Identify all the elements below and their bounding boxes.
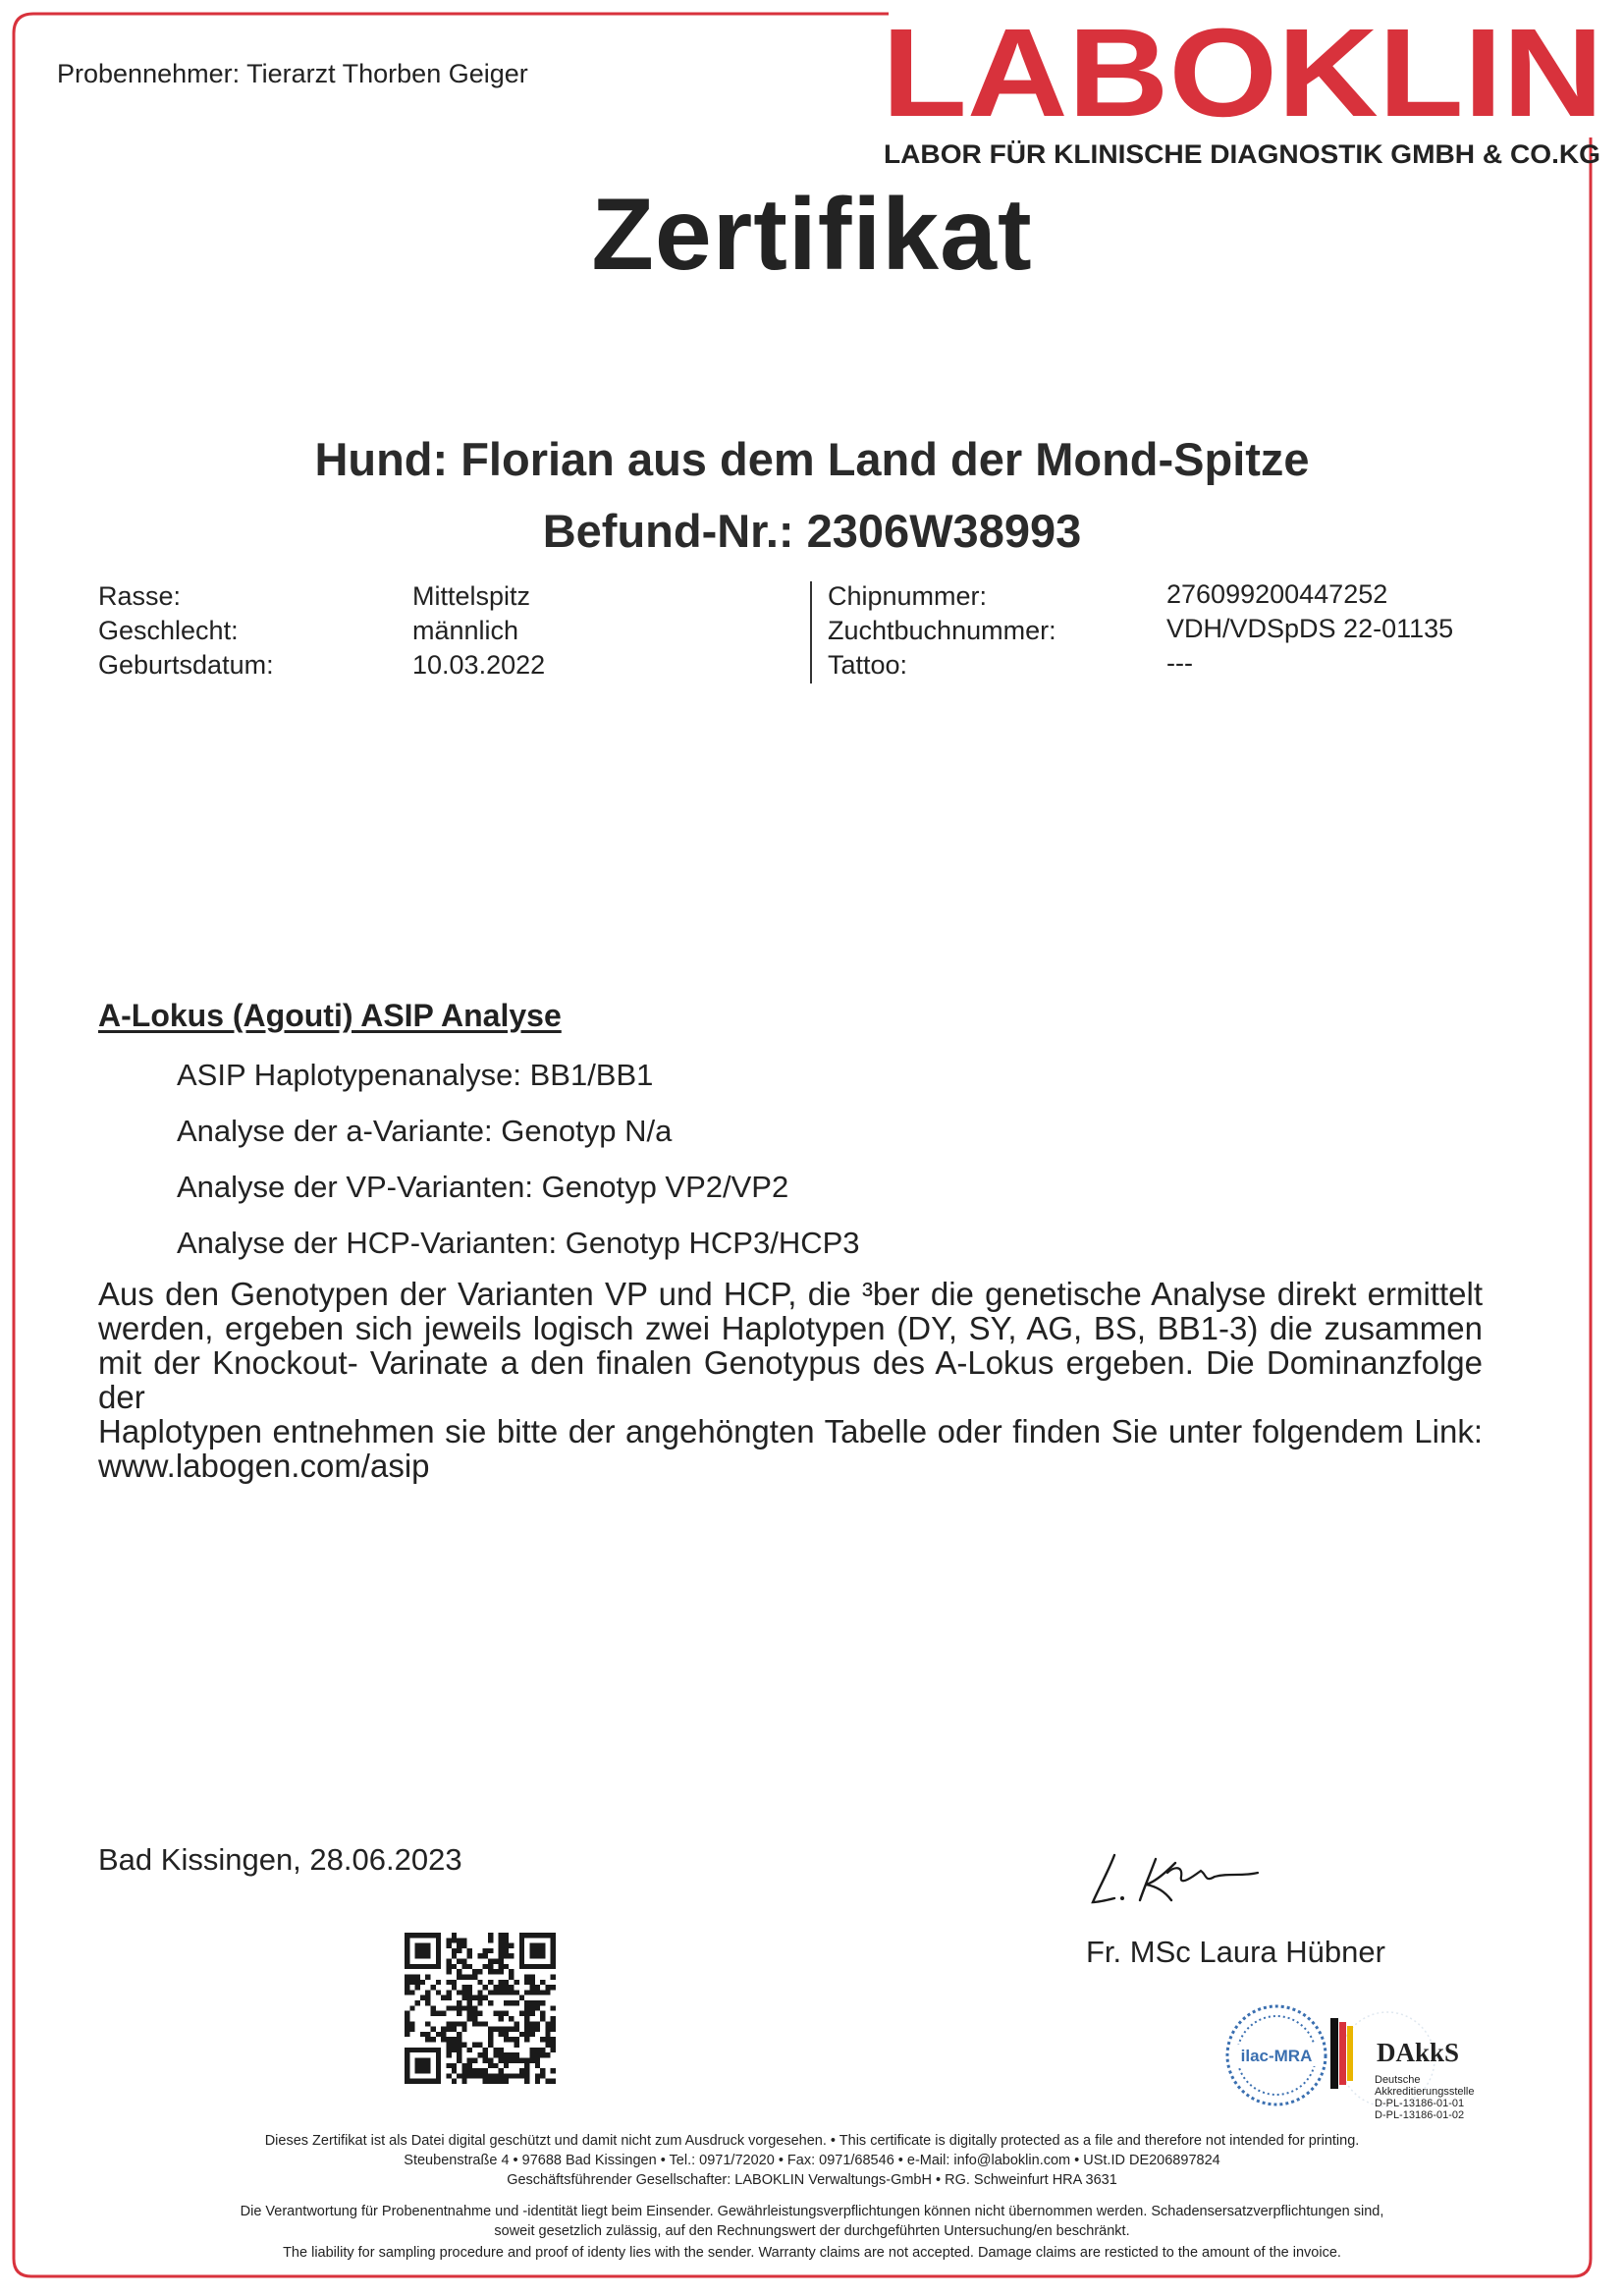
signature — [1085, 1841, 1281, 1920]
svg-text:ilac-MRA: ilac-MRA — [1240, 2047, 1313, 2065]
result-a-variant: Analyse der a-Variante: Genotyp N/a — [177, 1114, 673, 1148]
footer-line: Geschäftsführender Gesellschafter: LABOKLIN Verwaltungs-GmbH • RG. Schweinfurt HRA 3631 — [507, 2172, 1117, 2188]
paragraph-line: Aus den Genotypen der Varianten VP und HCP, die ³ber die genetische Analyse direkt ermittelt — [98, 1276, 1483, 1312]
dog-name-line: Hund: Florian aus dem Land der Mond-Spitze — [314, 433, 1310, 485]
field-label-geschlecht: Geschlecht: — [98, 616, 239, 645]
field-value-chipnummer: 276099200447252 — [1166, 579, 1388, 609]
footer-line: Die Verantwortung für Probenentnahme und -identität liegt beim Einsender. Gewährleistungsverpflichtungen können nicht übernommen werden. Schadensersatzverpflichtungen sind, — [240, 2204, 1384, 2219]
befund-number-line: Befund-Nr.: 2306W38993 — [542, 505, 1082, 557]
paragraph-line: mit der Knockout- Varinate a den finalen Genotypus des A-Lokus ergeben. Die Dominanzfolge der — [98, 1344, 1483, 1415]
signer-name: Fr. MSc Laura Hübner — [1086, 1935, 1385, 1969]
field-label-zuchtbuchnummer: Zuchtbuchnummer: — [828, 616, 1056, 645]
footer-line: The liability for sampling procedure and proof of identy lies with the sender. Warranty claims are not accepted. Damage claims are resticted to the amount of the invoice. — [283, 2245, 1341, 2261]
analysis-section-title: A-Lokus (Agouti) ASIP Analyse — [98, 998, 562, 1033]
explanation-paragraph — [98, 1277, 1483, 1483]
sampler-line: Probennehmer: Tierarzt Thorben Geiger — [57, 59, 528, 88]
footer-line: Dieses Zertifikat ist als Datei digital geschützt und damit nicht zum Ausdruck vorgesehen. • This certificate is digitally protected as a file and therefore not intended for printing. — [264, 2133, 1360, 2149]
footer-line: soweit gesetzlich zulässig, auf den Rechnungswert der durchgeführten Untersuchung/en beschränkt. — [494, 2223, 1130, 2239]
result-vp-variants: Analyse der VP-Varianten: Genotyp VP2/VP2 — [177, 1170, 789, 1204]
dakks-line: D-PL-13186-01-01 — [1375, 2098, 1465, 2109]
field-value-geschlecht: männlich — [412, 616, 519, 645]
field-label-chipnummer: Chipnummer: — [828, 581, 988, 611]
asip-link[interactable]: www.labogen.com/asip — [98, 1448, 430, 1484]
qr-code[interactable] — [405, 1933, 556, 2084]
dakks-title: DAkkS — [1377, 2038, 1460, 2067]
paragraph-line: werden, ergeben sich jeweils logisch zwei Haplotypen (DY, SY, AG, BS, BB1-3) die zusammen — [98, 1310, 1483, 1346]
laboklin-logo — [882, 10, 1604, 177]
place-date: Bad Kissingen, 28.06.2023 — [98, 1842, 462, 1877]
field-value-tattoo: --- — [1166, 648, 1193, 678]
dakks-line: D-PL-13186-01-02 — [1375, 2109, 1465, 2121]
field-label-tattoo: Tattoo: — [828, 650, 908, 680]
dakks-line: Akkreditierungsstelle — [1375, 2086, 1475, 2098]
field-divider — [810, 581, 812, 683]
paragraph-line: Haplotypen entnehmen sie bitte der angehöngten Tabelle oder finden Sie unter folgendem Link: — [98, 1413, 1483, 1449]
field-label-geburtsdatum: Geburtsdatum: — [98, 650, 274, 680]
field-label-rasse: Rasse: — [98, 581, 182, 611]
ilac-mra-logo — [1222, 2001, 1330, 2109]
footer-line: Steubenstraße 4 • 97688 Bad Kissingen • Tel.: 0971/72020 • Fax: 0971/68546 • e-Mail: info@laboklin.com • USt.ID DE206897824 — [404, 2153, 1220, 2168]
dakks-line: Deutsche — [1375, 2074, 1421, 2086]
svg-text:LABOKLIN: LABOKLIN — [882, 10, 1603, 143]
field-value-zuchtbuchnummer: VDH/VDSpDS 22-01135 — [1166, 614, 1454, 643]
svg-text:LABOR FÜR KLINISCHE DIAGNOSTIK: LABOR FÜR KLINISCHE DIAGNOSTIK GMBH & CO.KG — [884, 139, 1600, 169]
field-value-rasse: Mittelspitz — [412, 581, 531, 611]
field-value-geburtsdatum: 10.03.2022 — [412, 650, 546, 680]
certificate-title: Zertifikat — [591, 178, 1033, 292]
result-hcp-variants: Analyse der HCP-Varianten: Genotyp HCP3/HCP3 — [177, 1226, 860, 1260]
result-asip-haplotype: ASIP Haplotypenanalyse: BB1/BB1 — [177, 1058, 654, 1092]
